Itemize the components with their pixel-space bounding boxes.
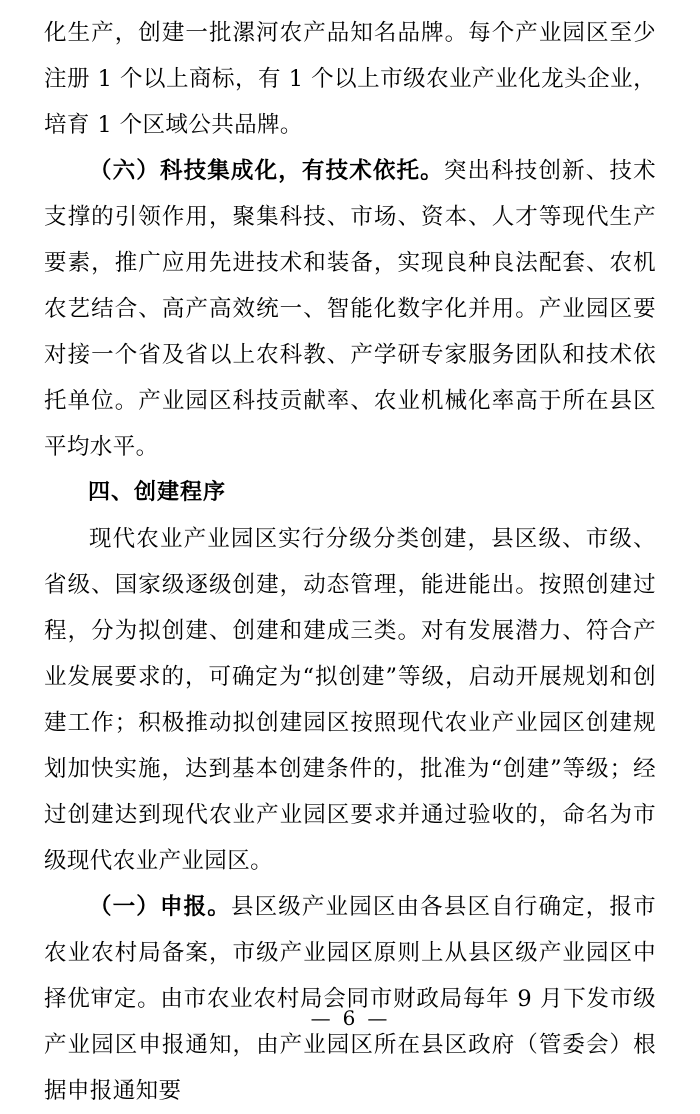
paragraph-application: [44, 884, 656, 1114]
page-number: 6: [342, 1006, 358, 1030]
paragraph-text-six: 突出科技创新、技术支撑的引领作用，聚集科技、市场、资本、人才等现代生产要素，推广应用先进技术和装备，实现良种良法配套、农机农艺结合、高产高效统一、智能化数字化并用。产业园区要对接一个省及省以上农科教、产学研专家服务团队和技术依托单位。产业园区科技贡献率、农业机械化率高于所在县区平均水平。: [44, 158, 656, 460]
footer-dash-right: —: [367, 1006, 390, 1030]
section-heading-four: 四、创建程序: [88, 480, 227, 505]
paragraph-lead-six: （六）科技集成化，有技术依托。: [89, 158, 444, 184]
paragraph-lead-application: （一）申报。: [89, 894, 231, 920]
paragraph-creation-procedure: 现代农业产业园区实行分级分类创建，县区级、市级、省级、国家级逐级创建，动态管理，能进能出。按照创建过程，分为拟创建、创建和建成三类。对有发展潜力、符合产业发展要求的，可确定为“拟创建”等级，启动开展规划和创建工作；积极推动拟创建园区按照现代农业产业园区创建规划加快实施，达到基本创建条件的，批准为“创建”等级；经过创建达到现代农业产业园区要求并通过验收的，命名为市级现代农业产业园区。: [44, 526, 656, 874]
page-footer: [0, 1006, 700, 1030]
document-body: [44, 10, 656, 1114]
paragraph-continued: 化生产，创建一批漯河农产品知名品牌。每个产业园区至少注册 1 个以上商标，有 1 个以上市级农业产业化龙头企业，培育 1 个区域公共品牌。: [44, 20, 656, 138]
footer-dash-left: —: [310, 1006, 333, 1030]
paragraph-section-six: [44, 148, 656, 470]
paragraph-text-application: 县区级产业园区由各县区自行确定，报市农业农村局备案，市级产业园区原则上从县区级产业园区中择优审定。由市农业农村局会同市财政局每年 9 月下发市级产业园区申报通知，由产业园区所在县区政府（管委会）根据申报通知要: [44, 894, 656, 1104]
